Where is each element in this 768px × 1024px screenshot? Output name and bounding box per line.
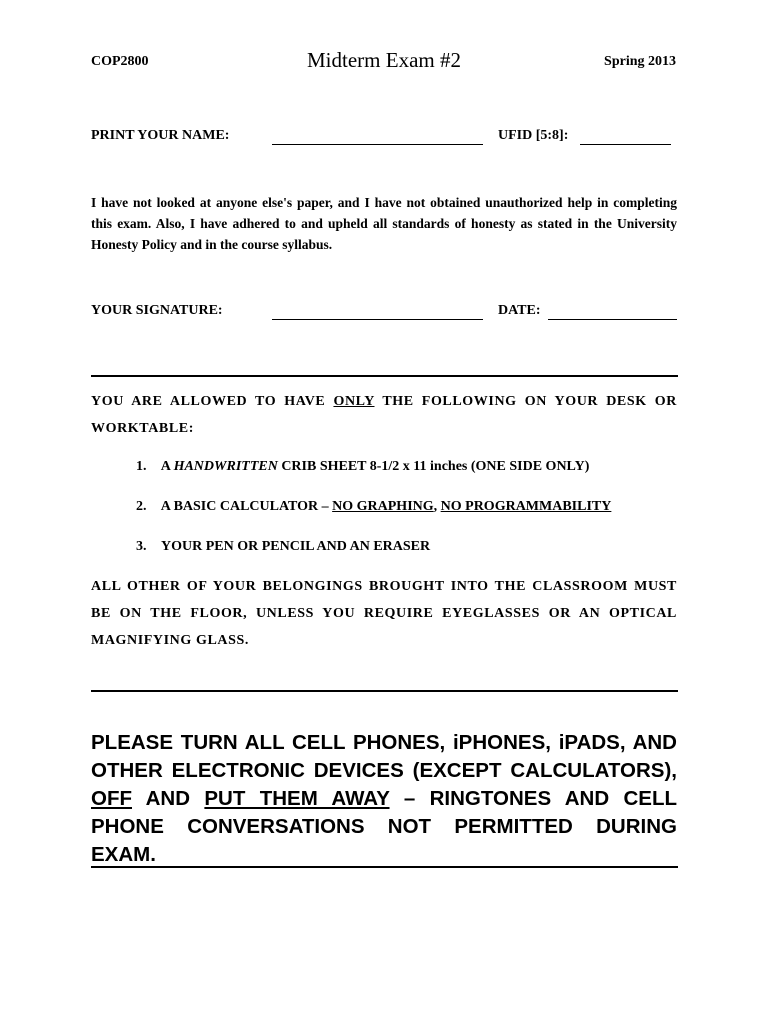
- warning-rest: – RINGTONES AND CELL: [403, 787, 677, 810]
- electronics-warning: [91, 729, 677, 869]
- allowed-intro: [91, 388, 677, 442]
- allowed-item-2: [136, 499, 611, 515]
- item-text: A: [160, 459, 171, 474]
- warning-line-1: PLEASE TURN ALL CELL PHONES, iPHONES, iPADS, AND: [91, 731, 677, 754]
- allowed-intro-after: THE FOLLOWING ON YOUR DESK OR WORKTABLE:: [91, 394, 678, 436]
- warning-line-4: PHONE CONVERSATIONS NOT PERMITTED DURING EXAM.: [91, 815, 677, 866]
- warning-off: OFF: [91, 787, 132, 810]
- list-number: 2.: [136, 499, 147, 514]
- warning-put-away: PUT THEM AWAY: [204, 787, 390, 810]
- course-code: COP2800: [91, 54, 149, 69]
- allowed-item-1: [136, 459, 589, 475]
- date-line[interactable]: [548, 319, 677, 320]
- allowed-item-3: [136, 539, 430, 555]
- warning-line-3: [91, 785, 677, 813]
- list-number: 3.: [136, 539, 147, 554]
- exam-title: Midterm Exam #2: [307, 48, 461, 72]
- signature-row: [91, 303, 677, 319]
- item-underlined: NO GRAPHING: [332, 499, 434, 514]
- belongings-statement: ALL OTHER OF YOUR BELONGINGS BROUGHT INTO THE CLASSROOM MUST BE ON THE FLOOR, UNLESS YOU REQUIRE EYEGLASSES OR AN OPTICAL MAGNIFYING GLASS.: [91, 579, 677, 648]
- item-separator: ,: [433, 499, 438, 514]
- ufid-label: UFID [5:8]:: [498, 128, 569, 143]
- signature-line[interactable]: [272, 319, 483, 320]
- allowed-intro-only: ONLY: [333, 394, 375, 409]
- item-text: CRIB SHEET 8-1/2 x 11 inches (ONE SIDE ONLY): [281, 459, 590, 474]
- ufid-line[interactable]: [580, 144, 671, 145]
- name-line[interactable]: [272, 144, 483, 145]
- allowed-intro-before: YOU ARE ALLOWED TO HAVE: [91, 394, 326, 409]
- item-text: A BASIC CALCULATOR –: [160, 499, 329, 514]
- signature-label: YOUR SIGNATURE:: [91, 303, 223, 318]
- item-underlined: NO PROGRAMMABILITY: [440, 499, 612, 514]
- divider-middle: [91, 690, 678, 692]
- list-number: 1.: [136, 459, 147, 474]
- divider-bottom: [91, 866, 678, 868]
- warning-and: AND: [145, 787, 191, 810]
- item-emphasis: HANDWRITTEN: [173, 459, 278, 474]
- name-row: [91, 128, 677, 144]
- honesty-statement: I have not looked at anyone else's paper, and I have not obtained unauthorized help in completing this exam. Also, I have adhered to and upheld all standards of honesty as stated in the University Honesty Policy and in the course syllabus.: [91, 195, 677, 252]
- date-label: DATE:: [498, 303, 541, 318]
- name-label: PRINT YOUR NAME:: [91, 128, 230, 143]
- exam-term: Spring 2013: [604, 54, 676, 69]
- item-text: YOUR PEN OR PENCIL AND AN ERASER: [160, 539, 431, 554]
- divider-top: [91, 375, 678, 377]
- warning-line-2: OTHER ELECTRONIC DEVICES (EXCEPT CALCULATORS),: [91, 759, 677, 782]
